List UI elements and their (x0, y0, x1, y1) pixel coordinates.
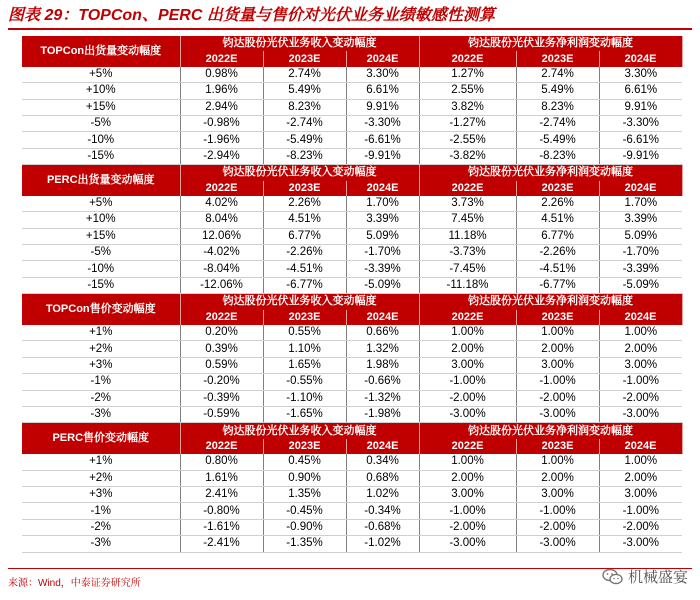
year-header-cell: 2022E (419, 439, 516, 454)
value-cell: -3.00% (516, 406, 599, 422)
year-header-cell: 2023E (263, 310, 346, 325)
value-cell: -1.00% (516, 374, 599, 390)
value-cell: -0.98% (180, 115, 263, 131)
table-row (22, 228, 682, 244)
value-cell: -0.45% (263, 503, 346, 519)
change-label-cell: -2% (22, 519, 180, 535)
section-label: PERC售价变动幅度 (22, 423, 180, 454)
value-cell: -1.70% (599, 245, 682, 261)
table-row (22, 245, 682, 261)
value-cell: 2.55% (419, 83, 516, 99)
value-cell: -6.61% (346, 132, 419, 148)
value-cell: -1.00% (419, 503, 516, 519)
value-cell: -12.06% (180, 277, 263, 293)
value-cell: 0.80% (180, 454, 263, 470)
year-header-cell: 2022E (180, 181, 263, 196)
table-row (22, 277, 682, 293)
table-row (22, 503, 682, 519)
value-cell: -3.39% (346, 261, 419, 277)
value-cell: -2.74% (516, 115, 599, 131)
section-label: PERC出货量变动幅度 (22, 165, 180, 196)
value-cell: 3.00% (599, 357, 682, 373)
table-row (22, 374, 682, 390)
table-row (22, 357, 682, 373)
value-cell: 1.70% (346, 196, 419, 212)
year-header-cell: 2023E (263, 51, 346, 66)
value-cell: 1.61% (180, 470, 263, 486)
year-header-cell: 2023E (516, 181, 599, 196)
value-cell: -2.26% (516, 245, 599, 261)
value-cell: -1.00% (516, 503, 599, 519)
table-row (22, 196, 682, 212)
value-cell: -3.00% (599, 536, 682, 552)
value-cell: -3.30% (599, 115, 682, 131)
value-cell: -1.10% (263, 390, 346, 406)
table-row (22, 519, 682, 535)
value-cell: -2.00% (599, 390, 682, 406)
value-cell: 0.59% (180, 357, 263, 373)
change-label-cell: +3% (22, 357, 180, 373)
year-header-cell: 2024E (599, 181, 682, 196)
value-cell: -8.23% (263, 148, 346, 164)
year-header-cell: 2024E (346, 181, 419, 196)
year-header-cell: 2022E (180, 439, 263, 454)
value-cell: -2.00% (599, 519, 682, 535)
value-cell: 0.66% (346, 325, 419, 341)
profit-group-header: 钧达股份光伏业务净利润变动幅度 (419, 294, 682, 310)
value-cell: 4.51% (263, 212, 346, 228)
value-cell: 5.09% (346, 228, 419, 244)
value-cell: 9.91% (599, 99, 682, 115)
table-row (22, 212, 682, 228)
value-cell: 0.98% (180, 67, 263, 83)
value-cell: 1.27% (419, 67, 516, 83)
value-cell: -1.00% (599, 503, 682, 519)
value-cell: 4.51% (516, 212, 599, 228)
table-row (22, 406, 682, 422)
change-label-cell: +5% (22, 196, 180, 212)
table-row (22, 486, 682, 502)
value-cell: -0.20% (180, 374, 263, 390)
value-cell: -3.00% (419, 406, 516, 422)
revenue-group-header: 钧达股份光伏业务收入变动幅度 (180, 423, 419, 439)
value-cell: -0.80% (180, 503, 263, 519)
table-row (22, 325, 682, 341)
value-cell: -2.00% (419, 390, 516, 406)
value-cell: -2.74% (263, 115, 346, 131)
value-cell: -6.77% (516, 277, 599, 293)
value-cell: 2.00% (419, 470, 516, 486)
value-cell: -9.91% (599, 148, 682, 164)
figure-title: 图表 29：TOPCon、PERC 出货量与售价对光伏业务业绩敏感性测算 (8, 7, 495, 24)
year-header-cell: 2024E (599, 51, 682, 66)
change-label-cell: +3% (22, 486, 180, 502)
value-cell: -3.00% (599, 406, 682, 422)
value-cell: -1.35% (263, 536, 346, 552)
change-label-cell: -1% (22, 374, 180, 390)
table-row (22, 470, 682, 486)
profit-group-header: 钧达股份光伏业务净利润变动幅度 (419, 165, 682, 181)
profit-group-header: 钧达股份光伏业务净利润变动幅度 (419, 423, 682, 439)
year-header-cell: 2023E (516, 51, 599, 66)
value-cell: -1.65% (263, 406, 346, 422)
year-header-cell: 2023E (516, 310, 599, 325)
value-cell: -3.00% (419, 536, 516, 552)
change-label-cell: -15% (22, 277, 180, 293)
year-header-cell: 2024E (346, 439, 419, 454)
value-cell: 7.45% (419, 212, 516, 228)
change-label-cell: -3% (22, 406, 180, 422)
section-header-row (22, 165, 682, 181)
value-cell: 8.23% (263, 99, 346, 115)
value-cell: 5.49% (263, 83, 346, 99)
table-row (22, 148, 682, 164)
value-cell: 6.77% (516, 228, 599, 244)
value-cell: 12.06% (180, 228, 263, 244)
value-cell: -2.41% (180, 536, 263, 552)
year-header-cell: 2022E (180, 310, 263, 325)
change-label-cell: +10% (22, 212, 180, 228)
value-cell: -3.82% (419, 148, 516, 164)
section-header-row (22, 36, 682, 51)
value-cell: -6.61% (599, 132, 682, 148)
value-cell: -0.68% (346, 519, 419, 535)
table-row (22, 261, 682, 277)
value-cell: -2.00% (419, 519, 516, 535)
value-cell: -1.61% (180, 519, 263, 535)
value-cell: -5.09% (599, 277, 682, 293)
value-cell: -3.00% (516, 536, 599, 552)
value-cell: 2.00% (599, 341, 682, 357)
value-cell: 6.61% (599, 83, 682, 99)
value-cell: 3.00% (599, 486, 682, 502)
value-cell: -3.30% (346, 115, 419, 131)
value-cell: 5.09% (599, 228, 682, 244)
change-label-cell: -10% (22, 261, 180, 277)
value-cell: -7.45% (419, 261, 516, 277)
value-cell: 2.26% (516, 196, 599, 212)
value-cell: -8.04% (180, 261, 263, 277)
value-cell: 0.34% (346, 454, 419, 470)
year-header-cell: 2024E (346, 51, 419, 66)
value-cell: -0.66% (346, 374, 419, 390)
value-cell: 1.00% (599, 454, 682, 470)
change-label-cell: -1% (22, 503, 180, 519)
value-cell: 6.61% (346, 83, 419, 99)
year-header-cell: 2023E (263, 439, 346, 454)
footer-divider (8, 568, 692, 569)
value-cell: 1.98% (346, 357, 419, 373)
value-cell: -2.94% (180, 148, 263, 164)
value-cell: 0.55% (263, 325, 346, 341)
value-cell: 1.65% (263, 357, 346, 373)
change-label-cell: +15% (22, 99, 180, 115)
value-cell: -4.51% (263, 261, 346, 277)
value-cell: 1.32% (346, 341, 419, 357)
value-cell: -2.00% (516, 390, 599, 406)
section-header-row (22, 423, 682, 439)
revenue-group-header: 钧达股份光伏业务收入变动幅度 (180, 36, 419, 51)
revenue-group-header: 钧达股份光伏业务收入变动幅度 (180, 294, 419, 310)
source-note: 来源：Wind，中泰证券研究所 (8, 578, 141, 589)
value-cell: 3.00% (516, 357, 599, 373)
value-cell: 4.02% (180, 196, 263, 212)
table-row (22, 115, 682, 131)
year-header-cell: 2022E (419, 181, 516, 196)
value-cell: -1.00% (599, 374, 682, 390)
value-cell: 1.96% (180, 83, 263, 99)
value-cell: -0.34% (346, 503, 419, 519)
table-row (22, 132, 682, 148)
change-label-cell: -2% (22, 390, 180, 406)
value-cell: 1.00% (419, 454, 516, 470)
value-cell: 1.00% (516, 454, 599, 470)
value-cell: 2.00% (599, 470, 682, 486)
value-cell: 2.00% (516, 341, 599, 357)
change-label-cell: -10% (22, 132, 180, 148)
table-row (22, 390, 682, 406)
value-cell: 3.00% (419, 357, 516, 373)
value-cell: -2.55% (419, 132, 516, 148)
value-cell: 0.45% (263, 454, 346, 470)
change-label-cell: -5% (22, 115, 180, 131)
value-cell: 2.00% (419, 341, 516, 357)
value-cell: 3.82% (419, 99, 516, 115)
year-header-cell: 2024E (599, 310, 682, 325)
value-cell: 2.41% (180, 486, 263, 502)
value-cell: 0.68% (346, 470, 419, 486)
change-label-cell: +1% (22, 325, 180, 341)
value-cell: -3.73% (419, 245, 516, 261)
value-cell: 0.90% (263, 470, 346, 486)
value-cell: 2.94% (180, 99, 263, 115)
value-cell: 6.77% (263, 228, 346, 244)
value-cell: -3.39% (599, 261, 682, 277)
value-cell: 5.49% (516, 83, 599, 99)
value-cell: 3.30% (346, 67, 419, 83)
brand-name: 机械盛宴 (627, 569, 688, 586)
value-cell: 1.10% (263, 341, 346, 357)
change-label-cell: +5% (22, 67, 180, 83)
value-cell: -1.32% (346, 390, 419, 406)
value-cell: -1.27% (419, 115, 516, 131)
value-cell: -11.18% (419, 277, 516, 293)
value-cell: -0.59% (180, 406, 263, 422)
value-cell: 1.35% (263, 486, 346, 502)
change-label-cell: +10% (22, 83, 180, 99)
value-cell: -1.70% (346, 245, 419, 261)
change-label-cell: -15% (22, 148, 180, 164)
table-row (22, 454, 682, 470)
value-cell: -5.49% (263, 132, 346, 148)
section-label: TOPCon售价变动幅度 (22, 294, 180, 325)
table-row (22, 341, 682, 357)
sensitivity-table (22, 36, 683, 553)
value-cell: 3.30% (599, 67, 682, 83)
change-label-cell: -3% (22, 536, 180, 552)
change-label-cell: +2% (22, 341, 180, 357)
year-header-cell: 2022E (180, 51, 263, 66)
value-cell: 3.39% (599, 212, 682, 228)
value-cell: 3.39% (346, 212, 419, 228)
value-cell: 0.39% (180, 341, 263, 357)
value-cell: -8.23% (516, 148, 599, 164)
year-header-cell: 2022E (419, 310, 516, 325)
section-label: TOPCon出货量变动幅度 (22, 36, 180, 67)
value-cell: -6.77% (263, 277, 346, 293)
value-cell: 1.02% (346, 486, 419, 502)
value-cell: 9.91% (346, 99, 419, 115)
table-row (22, 536, 682, 552)
value-cell: 2.74% (516, 67, 599, 83)
change-label-cell: +15% (22, 228, 180, 244)
value-cell: -1.98% (346, 406, 419, 422)
value-cell: -5.49% (516, 132, 599, 148)
profit-group-header: 钧达股份光伏业务净利润变动幅度 (419, 36, 682, 51)
wechat-icon (602, 568, 624, 586)
year-header-cell: 2024E (346, 310, 419, 325)
year-header-cell: 2022E (419, 51, 516, 66)
value-cell: 8.23% (516, 99, 599, 115)
year-header-cell: 2023E (263, 181, 346, 196)
section-header-row (22, 294, 682, 310)
value-cell: 3.00% (419, 486, 516, 502)
value-cell: -4.51% (516, 261, 599, 277)
change-label-cell: +2% (22, 470, 180, 486)
value-cell: -1.96% (180, 132, 263, 148)
value-cell: -4.02% (180, 245, 263, 261)
table-row (22, 67, 682, 83)
year-header-cell: 2024E (599, 439, 682, 454)
value-cell: 1.00% (599, 325, 682, 341)
revenue-group-header: 钧达股份光伏业务收入变动幅度 (180, 165, 419, 181)
table-row (22, 83, 682, 99)
value-cell: -2.00% (516, 519, 599, 535)
value-cell: 0.20% (180, 325, 263, 341)
value-cell: 3.00% (516, 486, 599, 502)
value-cell: 8.04% (180, 212, 263, 228)
value-cell: -1.00% (419, 374, 516, 390)
value-cell: 2.74% (263, 67, 346, 83)
value-cell: -0.39% (180, 390, 263, 406)
brand-watermark (602, 566, 688, 587)
value-cell: -5.09% (346, 277, 419, 293)
change-label-cell: -5% (22, 245, 180, 261)
value-cell: -1.02% (346, 536, 419, 552)
table-row (22, 99, 682, 115)
value-cell: -9.91% (346, 148, 419, 164)
change-label-cell: +1% (22, 454, 180, 470)
value-cell: 2.00% (516, 470, 599, 486)
value-cell: 1.00% (516, 325, 599, 341)
value-cell: -0.90% (263, 519, 346, 535)
value-cell: 3.73% (419, 196, 516, 212)
value-cell: 1.00% (419, 325, 516, 341)
title-divider (8, 28, 692, 30)
value-cell: 1.70% (599, 196, 682, 212)
value-cell: -2.26% (263, 245, 346, 261)
value-cell: -0.55% (263, 374, 346, 390)
value-cell: 11.18% (419, 228, 516, 244)
year-header-cell: 2023E (516, 439, 599, 454)
value-cell: 2.26% (263, 196, 346, 212)
